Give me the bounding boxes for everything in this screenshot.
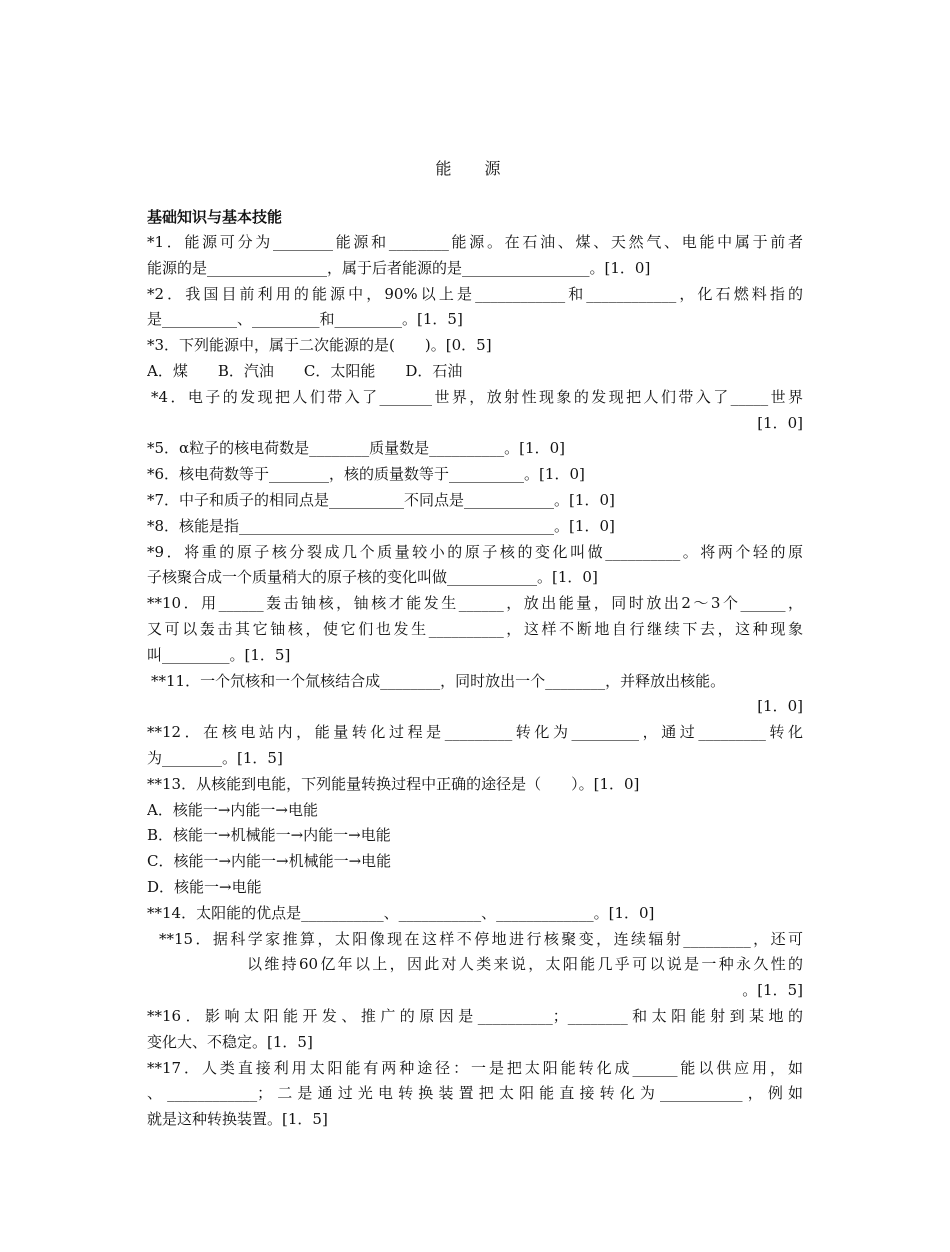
text-line: *2．我国目前利用的能源中，90%以上是____________和____________，化石燃料指的	[147, 284, 803, 303]
text-line: D．核能一→电能	[147, 877, 262, 896]
text-line: **11．一个氘核和一个氚核结合成________，同时放出一个________，并释放出核能。	[151, 671, 726, 690]
text-line: **14．太阳能的优点是___________、___________、_____________。[1．0]	[147, 903, 655, 922]
text-line: 。[1．5]	[742, 981, 803, 1000]
text-line: 是__________、_________和_________。[1．5]	[147, 310, 463, 329]
text-line: C．核能一→内能一→机械能一→电能	[147, 852, 392, 871]
text-line: A．核能一→内能一→电能	[147, 800, 318, 819]
text-line: **13．从核能到电能，下列能量转换过程中正确的途径是（ ）。[1．0]	[147, 774, 640, 793]
text-line: [1．0]	[757, 697, 803, 716]
question-list	[147, 230, 803, 1133]
text-line: *5．α粒子的核电荷数是________质量数是__________。[1．0]	[147, 439, 565, 458]
text-line: 、____________；二是通过光电转换装置把太阳能直接转化为___________，例如	[147, 1084, 803, 1103]
text-line: B．核能一→机械能一→内能一→电能	[147, 826, 391, 845]
text-line: 子核聚合成一个质量稍大的原子核的变化叫做____________。[1．0]	[147, 568, 598, 587]
text-line: *9．将重的原子核分裂成几个质量较小的原子核的变化叫做__________。将两个轻的原	[147, 542, 803, 561]
text-line: *1．能源可分为________能源和________能源。在石油、煤、天然气、电能中属于前者	[147, 233, 803, 251]
text-line: 又可以轰击其它铀核，使它们也发生__________，这样不断地自行继续下去，这种现象	[147, 619, 803, 638]
text-line: **15．据科学家推算，太阳像现在这样不停地进行核聚变，连续辐射_________，还可	[159, 929, 803, 948]
text-line: 就是这种转换装置。[1．5]	[147, 1110, 328, 1129]
text-line: **12．在核电站内，能量转化过程是_________转化为_________，通过_________转化	[147, 723, 803, 742]
text-line: *7．中子和质子的相同点是__________不同点是____________。[1．0]	[147, 490, 615, 509]
text-line: **10．用______轰击铀核，铀核才能发生______，放出能量，同时放出2～3个______，	[147, 594, 803, 613]
text-line: 以维持60亿年以上，因此对人类来说，太阳能几乎可以说是一种永久性的	[247, 955, 803, 974]
text-line: *8．核能是指__________________________________________。[1．0]	[147, 516, 615, 535]
text-line: [1．0]	[757, 413, 803, 432]
text-line: A．煤 B．汽油 C．太阳能 D．石油	[147, 361, 463, 380]
text-line: 叫_________。[1．5]	[147, 645, 291, 664]
text-line: *6．核电荷数等于________，核的质量数等于__________。[1．0]	[147, 465, 585, 484]
text-line: *3．下列能源中，属于二次能源的是( )。[0．5]	[147, 336, 492, 355]
text-line: **16．影响太阳能开发、推广的原因是__________；________和太阳能射到某地的	[147, 1006, 803, 1025]
text-line: 变化大、不稳定。[1．5]	[147, 1032, 313, 1051]
text-line: 能源的是________________，属于后者能源的是_________________。[1．0]	[147, 258, 651, 277]
page-title: 能 源	[435, 159, 515, 178]
text-line: 为________。[1．5]	[147, 748, 283, 767]
section-heading: 基础知识与基本技能	[147, 208, 283, 226]
text-line: *4．电子的发现把人们带入了_______世界，放射性现象的发现把人们带入了_____世界	[151, 387, 803, 406]
text-line: **17．人类直接利用太阳能有两种途径：一是把太阳能转化成______能以供应用，如	[147, 1058, 803, 1077]
